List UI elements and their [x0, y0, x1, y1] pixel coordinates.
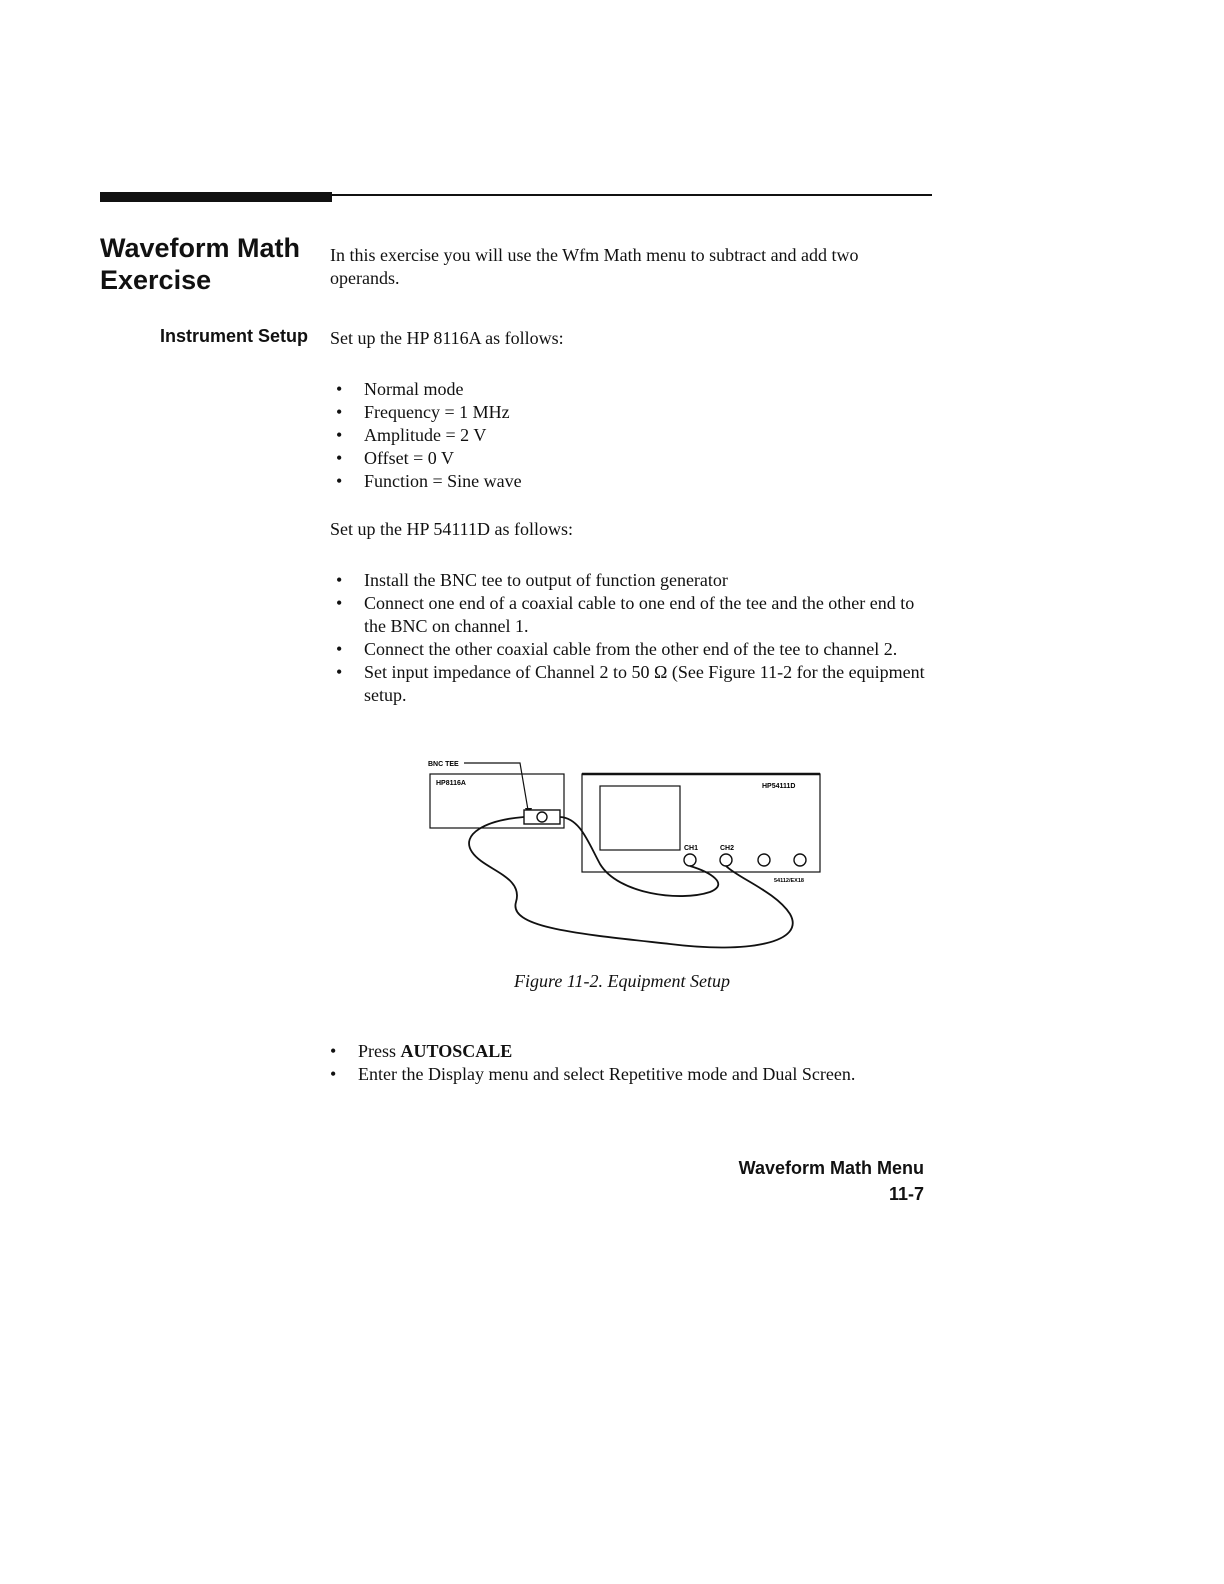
list-item: • Function = Sine wave — [330, 470, 920, 493]
scope-screen — [600, 786, 680, 850]
instrument-setup-heading: Instrument Setup — [159, 326, 308, 346]
ch2-connector-icon — [720, 854, 732, 866]
scope-label: HP54111D — [762, 783, 796, 790]
header-rule-bar — [100, 192, 332, 202]
autoscale-key: AUTOSCALE — [400, 1041, 513, 1061]
footer-chapter-title: Waveform Math Menu — [738, 1158, 924, 1178]
ch1-connector-icon — [684, 854, 696, 866]
list-item — [324, 1040, 924, 1063]
list-item: • Offset = 0 V — [330, 447, 920, 470]
scope-intro: Set up the HP 54111D as follows: — [330, 519, 573, 539]
generator-settings-list — [330, 378, 920, 493]
list-item: • Connect the other coaxial cable from the other end of the tee to channel 2. — [330, 638, 925, 661]
scope-settings-list — [330, 569, 925, 707]
figure-code-label: 54112/EX18 — [774, 878, 804, 884]
generator-intro: Set up the HP 8116A as follows: — [330, 328, 564, 348]
footer-page-number: 11-7 — [888, 1184, 924, 1204]
intro-paragraph: In this exercise you will use the Wfm Math menu to subtract and add two operands. — [330, 245, 859, 288]
figure-caption: Figure 11-2. Equipment Setup — [514, 971, 730, 991]
section-title: Waveform Math Exercise — [100, 233, 301, 295]
list-item: • Enter the Display menu and select Repetitive mode and Dual Screen. — [324, 1063, 924, 1086]
ch3-connector-icon — [758, 854, 770, 866]
procedure-steps-list — [324, 1040, 924, 1086]
list-item: • Amplitude = 2 V — [330, 424, 920, 447]
ch1-label: CH1 — [684, 845, 699, 852]
equipment-diagram — [420, 752, 840, 962]
list-item: • Install the BNC tee to output of function generator — [330, 569, 925, 592]
list-item: • Frequency = 1 MHz — [330, 401, 920, 424]
bnc-tee-label: BNC TEE — [428, 761, 459, 768]
generator-label: HP8116A — [436, 780, 466, 787]
equipment-setup-figure — [420, 752, 840, 962]
ch2-label: CH2 — [720, 845, 735, 852]
step-text: Press — [358, 1041, 401, 1061]
list-item: • Set input impedance of Channel 2 to 50 Ω (See Figure 11-2 for the equipment setup. — [330, 661, 925, 707]
ch4-connector-icon — [794, 854, 806, 866]
list-item: • Connect one end of a coaxial cable to one end of the tee and the other end to the BNC on channel 1. — [330, 592, 925, 638]
bnc-tee-arrow — [464, 763, 528, 810]
list-item: • Normal mode — [330, 378, 920, 401]
coax-cable-ch2 — [469, 817, 793, 947]
